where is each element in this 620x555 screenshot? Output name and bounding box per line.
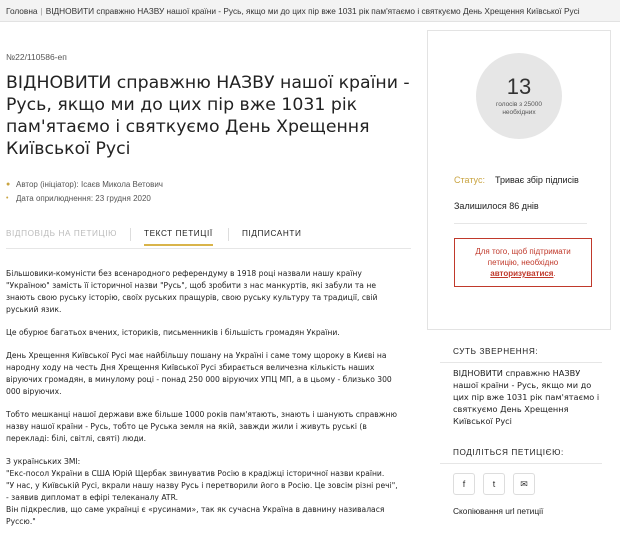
votes-count: 13 [506,74,532,99]
date-value: 23 грудня 2020 [95,194,151,203]
share-heading: ПОДІЛІТЬСЯ ПЕТИЦІЄЮ: [453,448,564,457]
body-paragraph: День Хрещення Київської Русі має найбільшу пошану на Україні і саме тому щороку в Києві на народну ходу на честь Дня Хрещення Київської Русі збирається величезна кількість наших віруючих громадян, в минулому році - понад 250 000 віруючих УПЦ МП, а в цьому - близько 300 000 віруючих. [6,351,392,396]
breadcrumb-separator: | [40,6,43,16]
status-value: Триває збір підписів [494,175,579,185]
votes-counter [476,53,562,139]
copy-url-link[interactable]: Скопіювання url петиції [453,506,544,516]
tab-petition-text[interactable]: ТЕКСТ ПЕТИЦІЇ [144,229,213,246]
signature-card [427,30,611,330]
date-row [6,192,163,206]
essence-heading: СУТЬ ЗВЕРНЕННЯ: [453,347,539,356]
essence-text: ВІДНОВИТИ справжню НАЗВУ нашої країни - Русь, якщо ми до цих пір вже 1031 рік пам'ятаємо і святкуємо День Хрещення Київської Русі [453,368,600,426]
share-buttons [453,473,535,495]
petition-number: №22/110586-еп [6,52,67,62]
divider [454,223,587,224]
smi-quote: Він підкреслив, що саме українці є «русинами», так як сучасна Україна в давнину називалася Руссю." [6,505,385,526]
breadcrumb-home-link[interactable]: Головна [6,6,38,16]
login-link[interactable]: авторизуватися [490,269,554,278]
facebook-icon: f [462,479,466,489]
body-paragraph: Це обурює багатьох вчених, істориків, письменників і більшість громадян України. [6,328,340,337]
auth-dot: . [553,269,556,278]
user-icon: ● [6,181,11,188]
facebook-share-button[interactable] [453,473,475,495]
petition-title: ВІДНОВИТИ справжню НАЗВУ нашої країни - Русь, якщо ми до цих пір вже 1031 рік пам'ятаємо і святкуємо День Хрещення Київської Русі [6,73,410,159]
author-name: Ісаєв Микола Ветович [80,180,163,189]
smi-quote: "Екс-посол України в США Юрій Щербак звинуватив Росію в крадіжці історичної назви країни. [6,469,385,478]
petition-tabs [6,225,411,249]
divider [440,463,602,464]
auth-text: Для того, щоб підтримати петицію, необхідно [475,247,571,267]
divider [440,362,602,363]
tab-signatures[interactable]: ПІДПИСАНТИ [242,229,302,238]
smi-quote: "У нас, у Київській Русі, вкрали нашу назву Русь і перетворили його в Росію. Це зовсім різні речі", - заявив дипломат в ефірі телеканалу ATR. [6,481,398,502]
author-row [6,178,163,192]
petition-body [6,268,398,528]
votes-needed: голосів з 25000 [496,101,542,108]
status-row [454,175,579,185]
status-label: Статус: [454,175,485,185]
auth-notice [454,238,592,287]
breadcrumb-current: ВІДНОВИТИ справжню НАЗВУ нашої країни - Русь, якщо ми до цих пір вже 1031 рік пам'ятаємо і святкуємо День Хрещення Київської Русі [45,6,580,16]
body-paragraph: Тобто мешканці нашої держави вже більше 1000 років пам'ятають, знають і шанують справжню назву нашої країни - Русь, тобто це Руська земля на якій, завжди жили і живуть руські (в перекладі: білі, світлі, святі) люди. [6,410,397,443]
tab-response[interactable]: ВІДПОВІДЬ НА ПЕТИЦІЮ [6,229,117,238]
smi-heading: З українських ЗМІ: [6,457,81,466]
breadcrumb [0,0,620,22]
body-paragraph: Більшовики-комуністи без всенародного референдуму в 1918 році назвали нашу країну "Україною" замість її історичної назви "Русь", щоб зробити з нас манкуртів, які забули та не знають свою руську історію, своїх руських пращурів, свою руську культуру та традиції, свій руський язик. [6,269,378,314]
tab-divider [130,228,131,241]
envelope-icon: ✉ [520,478,528,489]
votes-needed-suffix: необхідних [502,109,536,116]
email-share-button[interactable] [513,473,535,495]
bullet-icon: • [6,195,9,202]
date-label: Дата оприлюднення: [16,194,94,203]
twitter-icon: t [492,479,496,489]
days-remaining: Залишилося 86 днів [454,201,539,211]
petition-meta [6,178,163,206]
twitter-share-button[interactable] [483,473,505,495]
author-label: Автор (ініціатор): [16,180,79,189]
tab-divider [228,228,229,241]
